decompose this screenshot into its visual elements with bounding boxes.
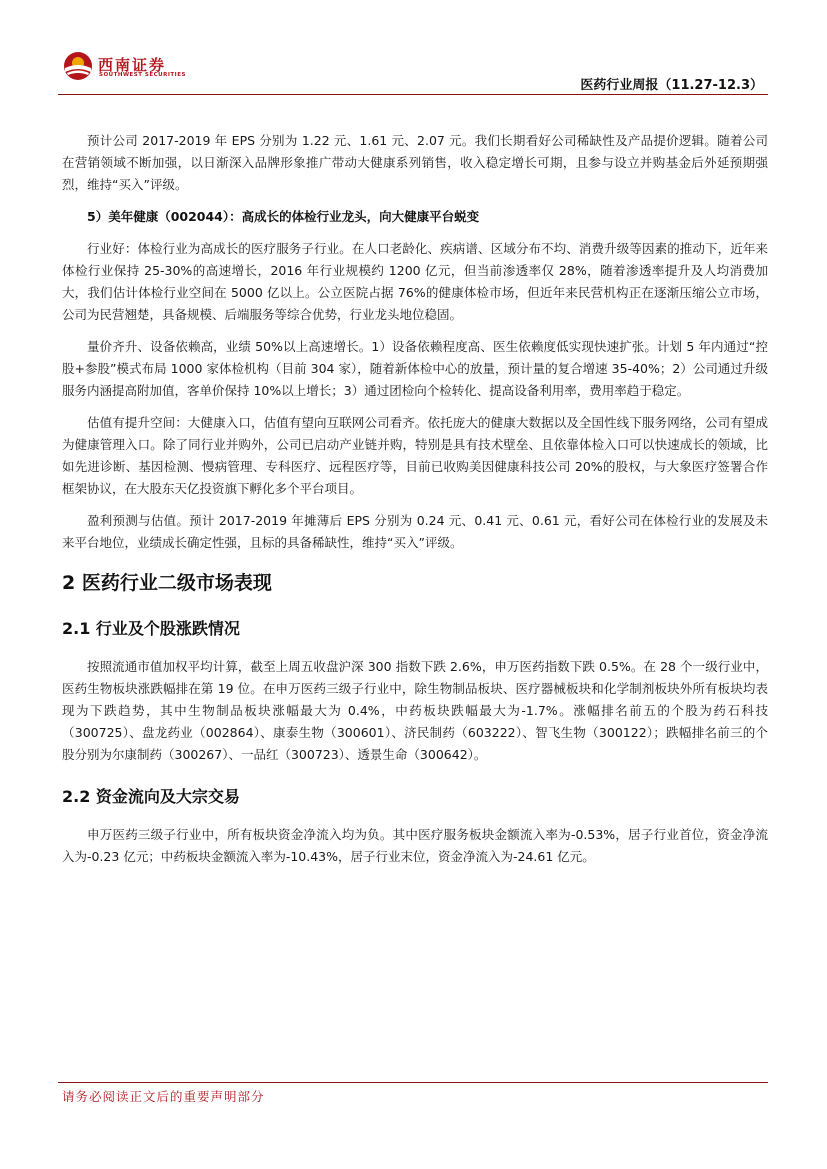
footer-disclaimer: 请务必阅读正文后的重要声明部分 xyxy=(62,1089,265,1104)
paragraph-market-performance: 按照流通市值加权平均计算，截至上周五收盘沪深 300 指数下跌 2.6%，申万医药指数下跌 0.5%。在 28 个一级行业中，医药生物板块涨跌幅排在第 19 位。在申万医药三级子行业中，除生物制品板块、医疗器械板块和化学制剂板块外所有板块均表现为下跌趋势，其中生物制品板块涨幅最大为 0.4%，中药板块跌幅最大为-1.7%。涨幅排名前五的个股为药石科技（300725）、盘龙药业（002864）、康泰生物（300601）、济民制药（603222）、智飞生物（300122）；跌幅排名前三的个股分别为尔康制药（300267）、一品红（300723）、透景生命（300642）。 xyxy=(62,659,768,762)
report-title: 医药行业周报（11.27-12.3） xyxy=(580,78,763,93)
header-divider xyxy=(58,94,768,95)
paragraph-industry: 行业好：体检行业为高成长的医疗服务子行业。在人口老龄化、疾病谱、区域分布不均、消费升级等因素的推动下，近年来体检行业保持 25-30%的高速增长，2016 年行业规模约 1200 亿元，但当前渗透率仅 28%，随着渗透率提升及人均消费加大，我们估计体检行业空间在 5000 亿以上。公立医院占据 76%的健康体检市场，但近年来民营机构正在逐渐压缩公立市场，公司为民营翘楚，具备规模、后端服务等综合优势，行业龙头地位稳固。 xyxy=(62,241,768,322)
page-header xyxy=(0,0,827,100)
subheading-meinian: 5）美年健康（002044）：高成长的体检行业龙头，向大健康平台蜕变 xyxy=(87,209,480,224)
logo-english-name: SOUTHWEST SECURITIES xyxy=(99,72,186,78)
company-logo xyxy=(62,50,186,86)
paragraph-fund-flow: 申万医药三级子行业中，所有板块资金净流入均为负。其中医疗服务板块金额流入率为-0.53%，居子行业首位，资金净流入为-0.23 亿元；中药板块金额流入率为-10.43%，居子行业末位，资金净流入为-24.61 亿元。 xyxy=(62,827,768,864)
paragraph-eps-forecast: 预计公司 2017-2019 年 EPS 分别为 1.22 元、1.61 元、2.07 元。我们长期看好公司稀缺性及产品提价逻辑。随着公司在营销领域不断加强，以日渐深入品牌形象推广带动大健康系列销售，收入稳定增长可期，且参与设立并购基金后外延预期强烈，维持“买入”评级。 xyxy=(62,133,768,192)
main-content xyxy=(62,130,768,878)
paragraph-forecast: 盈利预测与估值。预计 2017-2019 年摊薄后 EPS 分别为 0.24 元、0.41 元、0.61 元，看好公司在体检行业的发展及未来平台地位，业绩成长确定性强，且标的具备稀缺性，维持“买入”评级。 xyxy=(62,513,768,550)
logo-chinese-name: 西南证券 xyxy=(98,56,167,74)
logo-icon xyxy=(62,50,94,82)
paragraph-valuation: 估值有提升空间：大健康入口，估值有望向互联网公司看齐。依托庞大的健康大数据以及全国性线下服务网络，公司有望成为健康管理入口。除了同行业并购外，公司已启动产业链并购，特别是具有技术壁垒、且依靠体检入口可以快速成长的领域，比如先进诊断、基因检测、慢病管理、专科医疗、远程医疗等，目前已收购美因健康科技公司 20%的股权，与大象医疗签署合作框架协议，在大股东天亿投资旗下孵化多个平台项目。 xyxy=(62,415,768,496)
section-heading-2-1: 2.1 行业及个股涨跌情况 xyxy=(62,619,240,638)
paragraph-growth: 量价齐升、设备依赖高，业绩 50%以上高速增长。1）设备依赖程度高、医生依赖度低实现快速扩张。计划 5 年内通过“控股+参股”模式布局 1000 家体检机构（目前 304 家），随着新体检中心的放量，预计量的复合增速 35-40%；2）公司通过升级服务内涵提高附加值，客单价保持 10%以上增长；3）通过团检向个检转化、提高设备利用率，费用率趋于稳定。 xyxy=(62,339,768,398)
footer-divider xyxy=(58,1082,768,1083)
section-heading-2: 2 医药行业二级市场表现 xyxy=(62,572,272,594)
section-heading-2-2: 2.2 资金流向及大宗交易 xyxy=(62,787,240,806)
